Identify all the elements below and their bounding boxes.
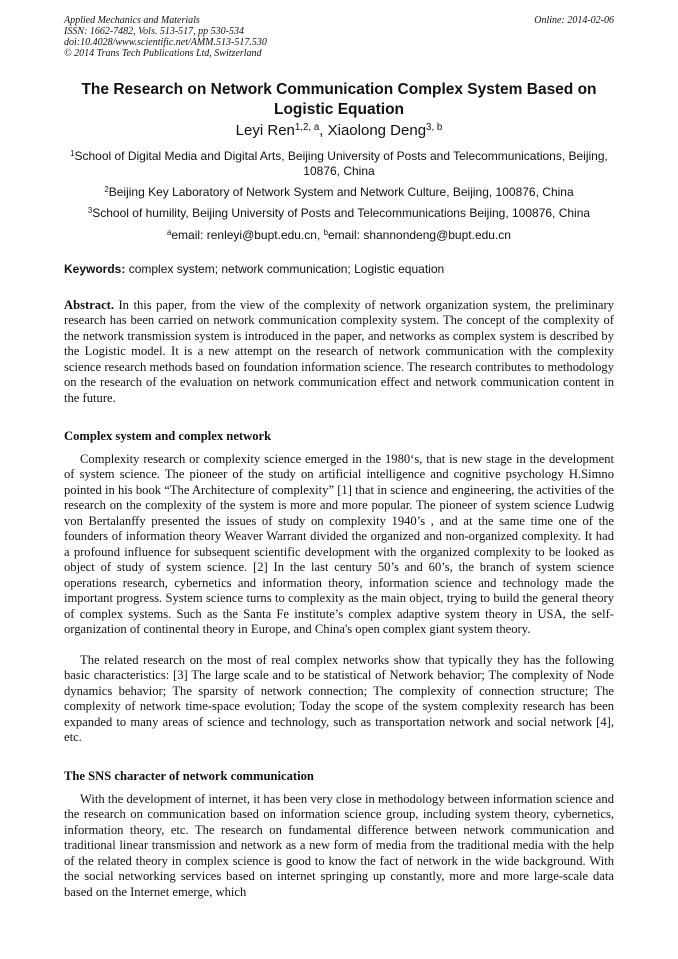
abstract-label: Abstract. (64, 298, 115, 312)
author-name: Xiaolong Deng (327, 122, 427, 139)
section-heading: Complex system and complex network (64, 429, 272, 443)
affiliation-superscript: 2 (104, 184, 109, 194)
affiliation-superscript: 3 (87, 205, 93, 215)
paper-title: The Research on Network Communication Complex System Based on Logistic Equation (81, 81, 597, 118)
affiliation-1 (64, 149, 614, 179)
author-line (64, 121, 614, 141)
affiliation-2 (64, 185, 614, 200)
email-text: email: renleyi@bupt.edu.cn, (171, 228, 324, 242)
author-superscript: 3, b (426, 121, 443, 133)
author-separator: , (319, 122, 328, 139)
affiliation-text: School of Digital Media and Digital Arts, Beijing University of Posts and Telecommunications, Beijing, 10876, China (74, 149, 608, 178)
abstract (64, 298, 614, 406)
keywords-label: Keywords: (64, 262, 126, 276)
journal-metadata (64, 15, 614, 59)
affiliation-text: School of humility, Beijing University of Posts and Telecommunications Beijing, 100876, China (92, 206, 591, 220)
keywords-text: complex system; network communication; Logistic equation (125, 262, 445, 276)
email-text: email: shannondeng@bupt.edu.cn (327, 228, 511, 242)
section-heading: The SNS character of network communication (64, 769, 314, 783)
journal-name: Applied Mechanics and Materials (64, 15, 200, 26)
doi-line: doi:10.4028/www.scientific.net/AMM.513-517.530 (64, 37, 267, 48)
email-line (64, 228, 614, 243)
copyright-line: © 2014 Trans Tech Publications Ltd, Switzerland (64, 48, 262, 59)
email-superscript: a (167, 227, 172, 237)
online-date: Online: 2014-02-06 (534, 15, 614, 26)
abstract-text: In this paper, from the view of the complexity of network organization system, the preliminary research has been carried on network communication complexity system. The concept of the complexity of the network transmission system is introduced in the paper, and networks as complex system is described by the Logistic model. It is a new attempt on the research of network communication with the complexity science research methods based on foundation information science. The research contributes to methodology on the research of the evaluation on network communication effect and network communication content in the future. (64, 298, 614, 405)
author-name: Leyi Ren (235, 122, 295, 139)
affiliation-superscript: 1 (70, 148, 75, 158)
author-superscript: 1,2, a (294, 121, 320, 133)
affiliation-text: Beijing Key Laboratory of Network System and Network Culture, Beijing, 100876, China (108, 185, 574, 199)
issn-line: ISSN: 1662-7482, Vols. 513-517, pp 530-534 (64, 26, 244, 37)
email-superscript: b (323, 227, 328, 237)
body-paragraph: The related research on the most of real complex networks show that typically they has the following basic characteristics: [3] The large scale and to be statistical of Network behavior; The complexity of Node dynamics behavior; The sparsity of network connection; The complexity of connection structure; The complexity of network time-space evolution; Today the scope of the system complexity research has been expanded to many areas of science and technology, such as transportation network and social network [4], etc. (64, 653, 614, 745)
body-paragraph: With the development of internet, it has been very close in methodology between information science and the research on communication based on information science group, including system theory, cybernetics, information theory, etc. The research on fundamental difference between network communication and traditional linear transmission and network as a new form of media from the traditional media with the help of the related theory in complex science is good to know the fact of network in the wide background. With the social networking services based on internet springing up constantly, more and more large-scale data based on the Internet emerge, which (64, 792, 614, 899)
keywords (64, 262, 614, 277)
body-paragraph: Complexity research or complexity science emerged in the 1980‘s, that is new stage in the development of system science. The pioneer of the study on artificial intelligence and cognitive psychology H.Simno pointed in his book “The Architecture of complexity” [1] that in science and engineering, the activities of the research on the complexity of the system is more and more popular. The pioneer of system science Ludwig von Bertalanffy presented the issues of study on complexity 1940’s , and at the same time one of the founders of information theory Weaver Warrant divided the organized and non-organized complexity. It had a profound influence for subsequent scientific development with the organized complexity to be looked as object of study of system science. [2] In the last century 50’s and 60’s, the branch of system science operations research, cybernetics and information theory, information science and technology made the important progress. System science turns to complexity as the main object, trying to build the general theory of complex systems. Such as the Santa Fe institute’s complex adaptive system theory in USA, the self-organization of continental theory in Europe, and China's open complex giant system theory. (64, 452, 614, 636)
affiliation-3 (64, 206, 614, 221)
